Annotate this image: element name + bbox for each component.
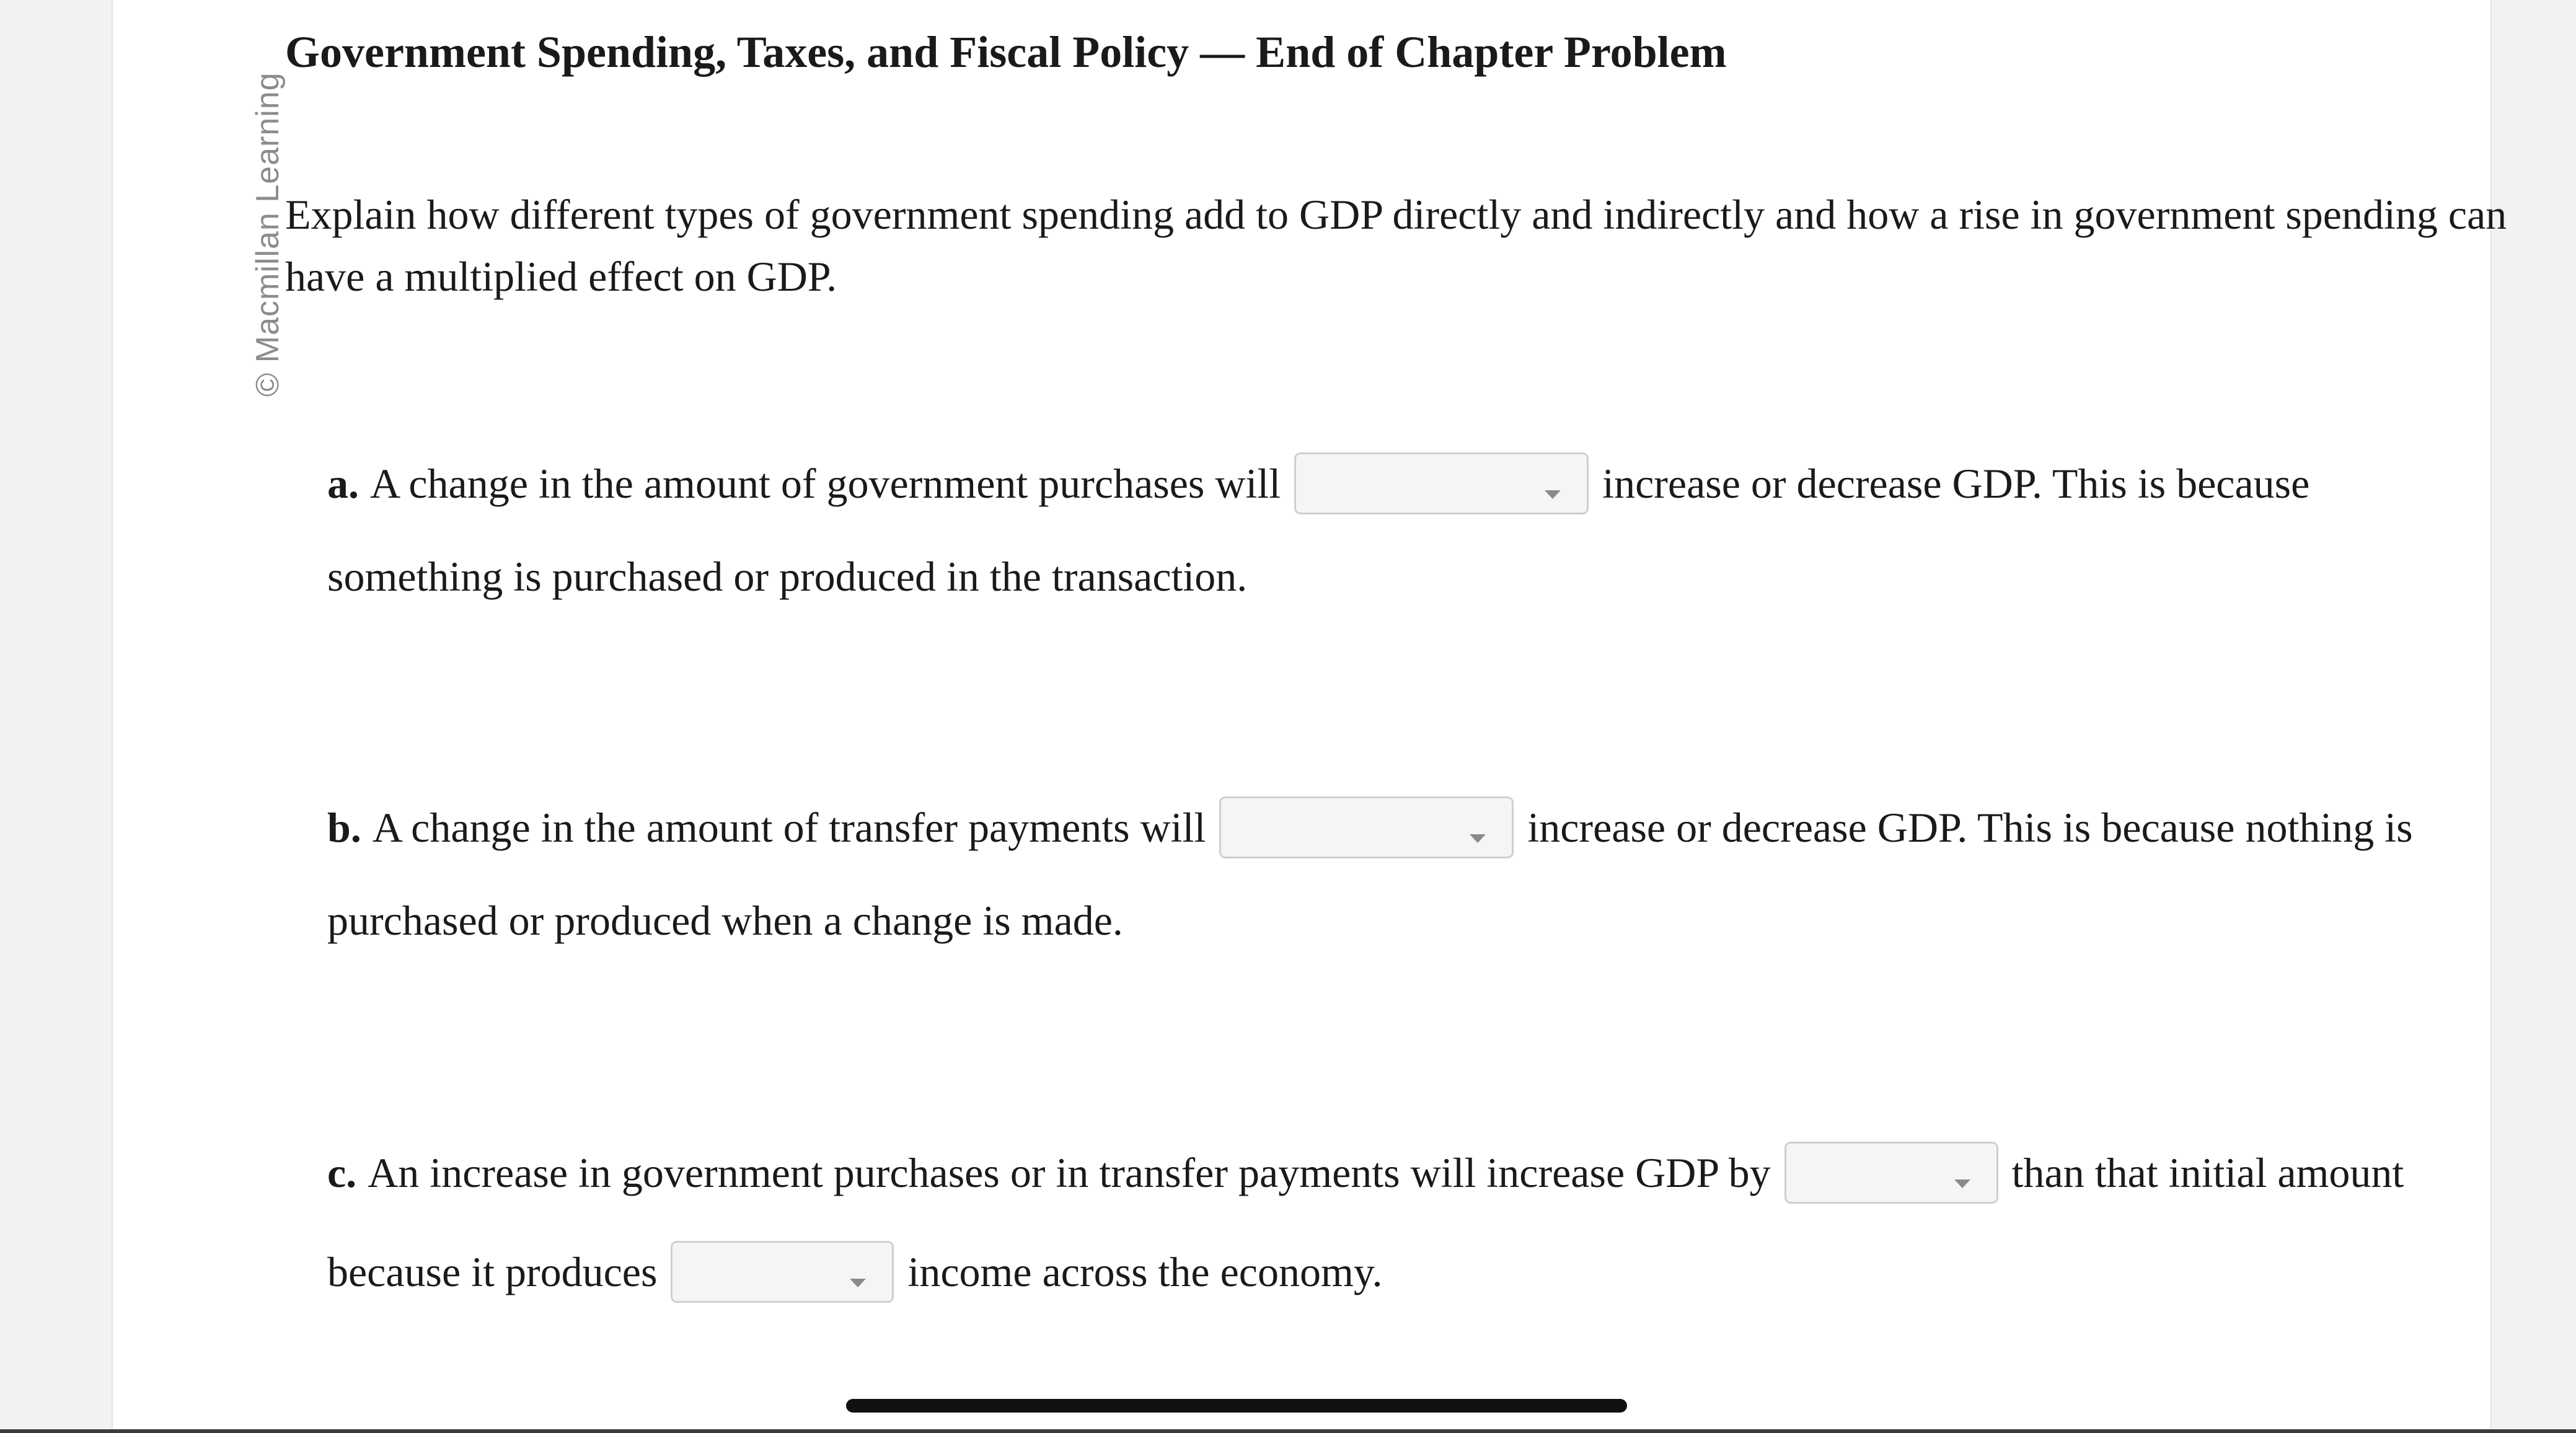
chevron-down-icon bbox=[1954, 1179, 1970, 1188]
question-c-text-line2-after: income across the economy. bbox=[907, 1248, 1383, 1295]
chevron-down-icon bbox=[1470, 834, 1486, 843]
chevron-down-icon bbox=[1545, 490, 1561, 499]
question-c-text-line2-before: because it produces bbox=[327, 1248, 658, 1295]
question-a-line2 bbox=[327, 542, 1247, 611]
question-b-text-before: A change in the amount of transfer payments will bbox=[372, 804, 1206, 851]
question-b-line2 bbox=[327, 886, 1123, 955]
question-b-line1 bbox=[327, 793, 2413, 862]
question-a-dropdown[interactable] bbox=[1294, 452, 1589, 514]
question-b-text-line2: purchased or produced when a change is made. bbox=[327, 897, 1123, 944]
question-c-dropdown-2[interactable] bbox=[671, 1241, 894, 1303]
question-a-text-before: A change in the amount of government purchases will bbox=[370, 460, 1281, 507]
question-a-text-line2: something is purchased or produced in the transaction. bbox=[327, 553, 1248, 600]
question-c-line1 bbox=[327, 1139, 2404, 1207]
question-a-letter: a. bbox=[327, 460, 359, 507]
question-b-letter: b. bbox=[327, 804, 361, 851]
copyright-text: © Macmillan Learning bbox=[250, 72, 286, 397]
problem-page bbox=[112, 0, 2507, 1433]
question-b-dropdown[interactable] bbox=[1219, 796, 1514, 858]
home-indicator[interactable] bbox=[846, 1399, 1627, 1413]
question-b-text-after: increase or decrease GDP. This is because nothing is bbox=[1527, 804, 2413, 851]
question-a-line1 bbox=[327, 449, 2309, 518]
chevron-down-icon bbox=[850, 1279, 866, 1287]
question-c-dropdown-1[interactable] bbox=[1784, 1142, 1998, 1204]
page-title: Government Spending, Taxes, and Fiscal Policy — End of Chapter Problem bbox=[285, 27, 1727, 77]
question-c-text-before: An increase in government purchases or in transfer payments will increase GDP by bbox=[368, 1149, 1771, 1196]
bottom-edge bbox=[0, 1429, 2576, 1433]
question-c-letter: c. bbox=[327, 1149, 357, 1196]
question-a-text-after: increase or decrease GDP. This is because bbox=[1602, 460, 2310, 507]
question-c-text-after: than that initial amount bbox=[2011, 1149, 2404, 1196]
problem-intro: Explain how different types of government spending add to GDP directly and indirectly and how a rise in government spending can have a multiplied effect on GDP. bbox=[285, 191, 2507, 300]
question-c-line2 bbox=[327, 1238, 1382, 1306]
